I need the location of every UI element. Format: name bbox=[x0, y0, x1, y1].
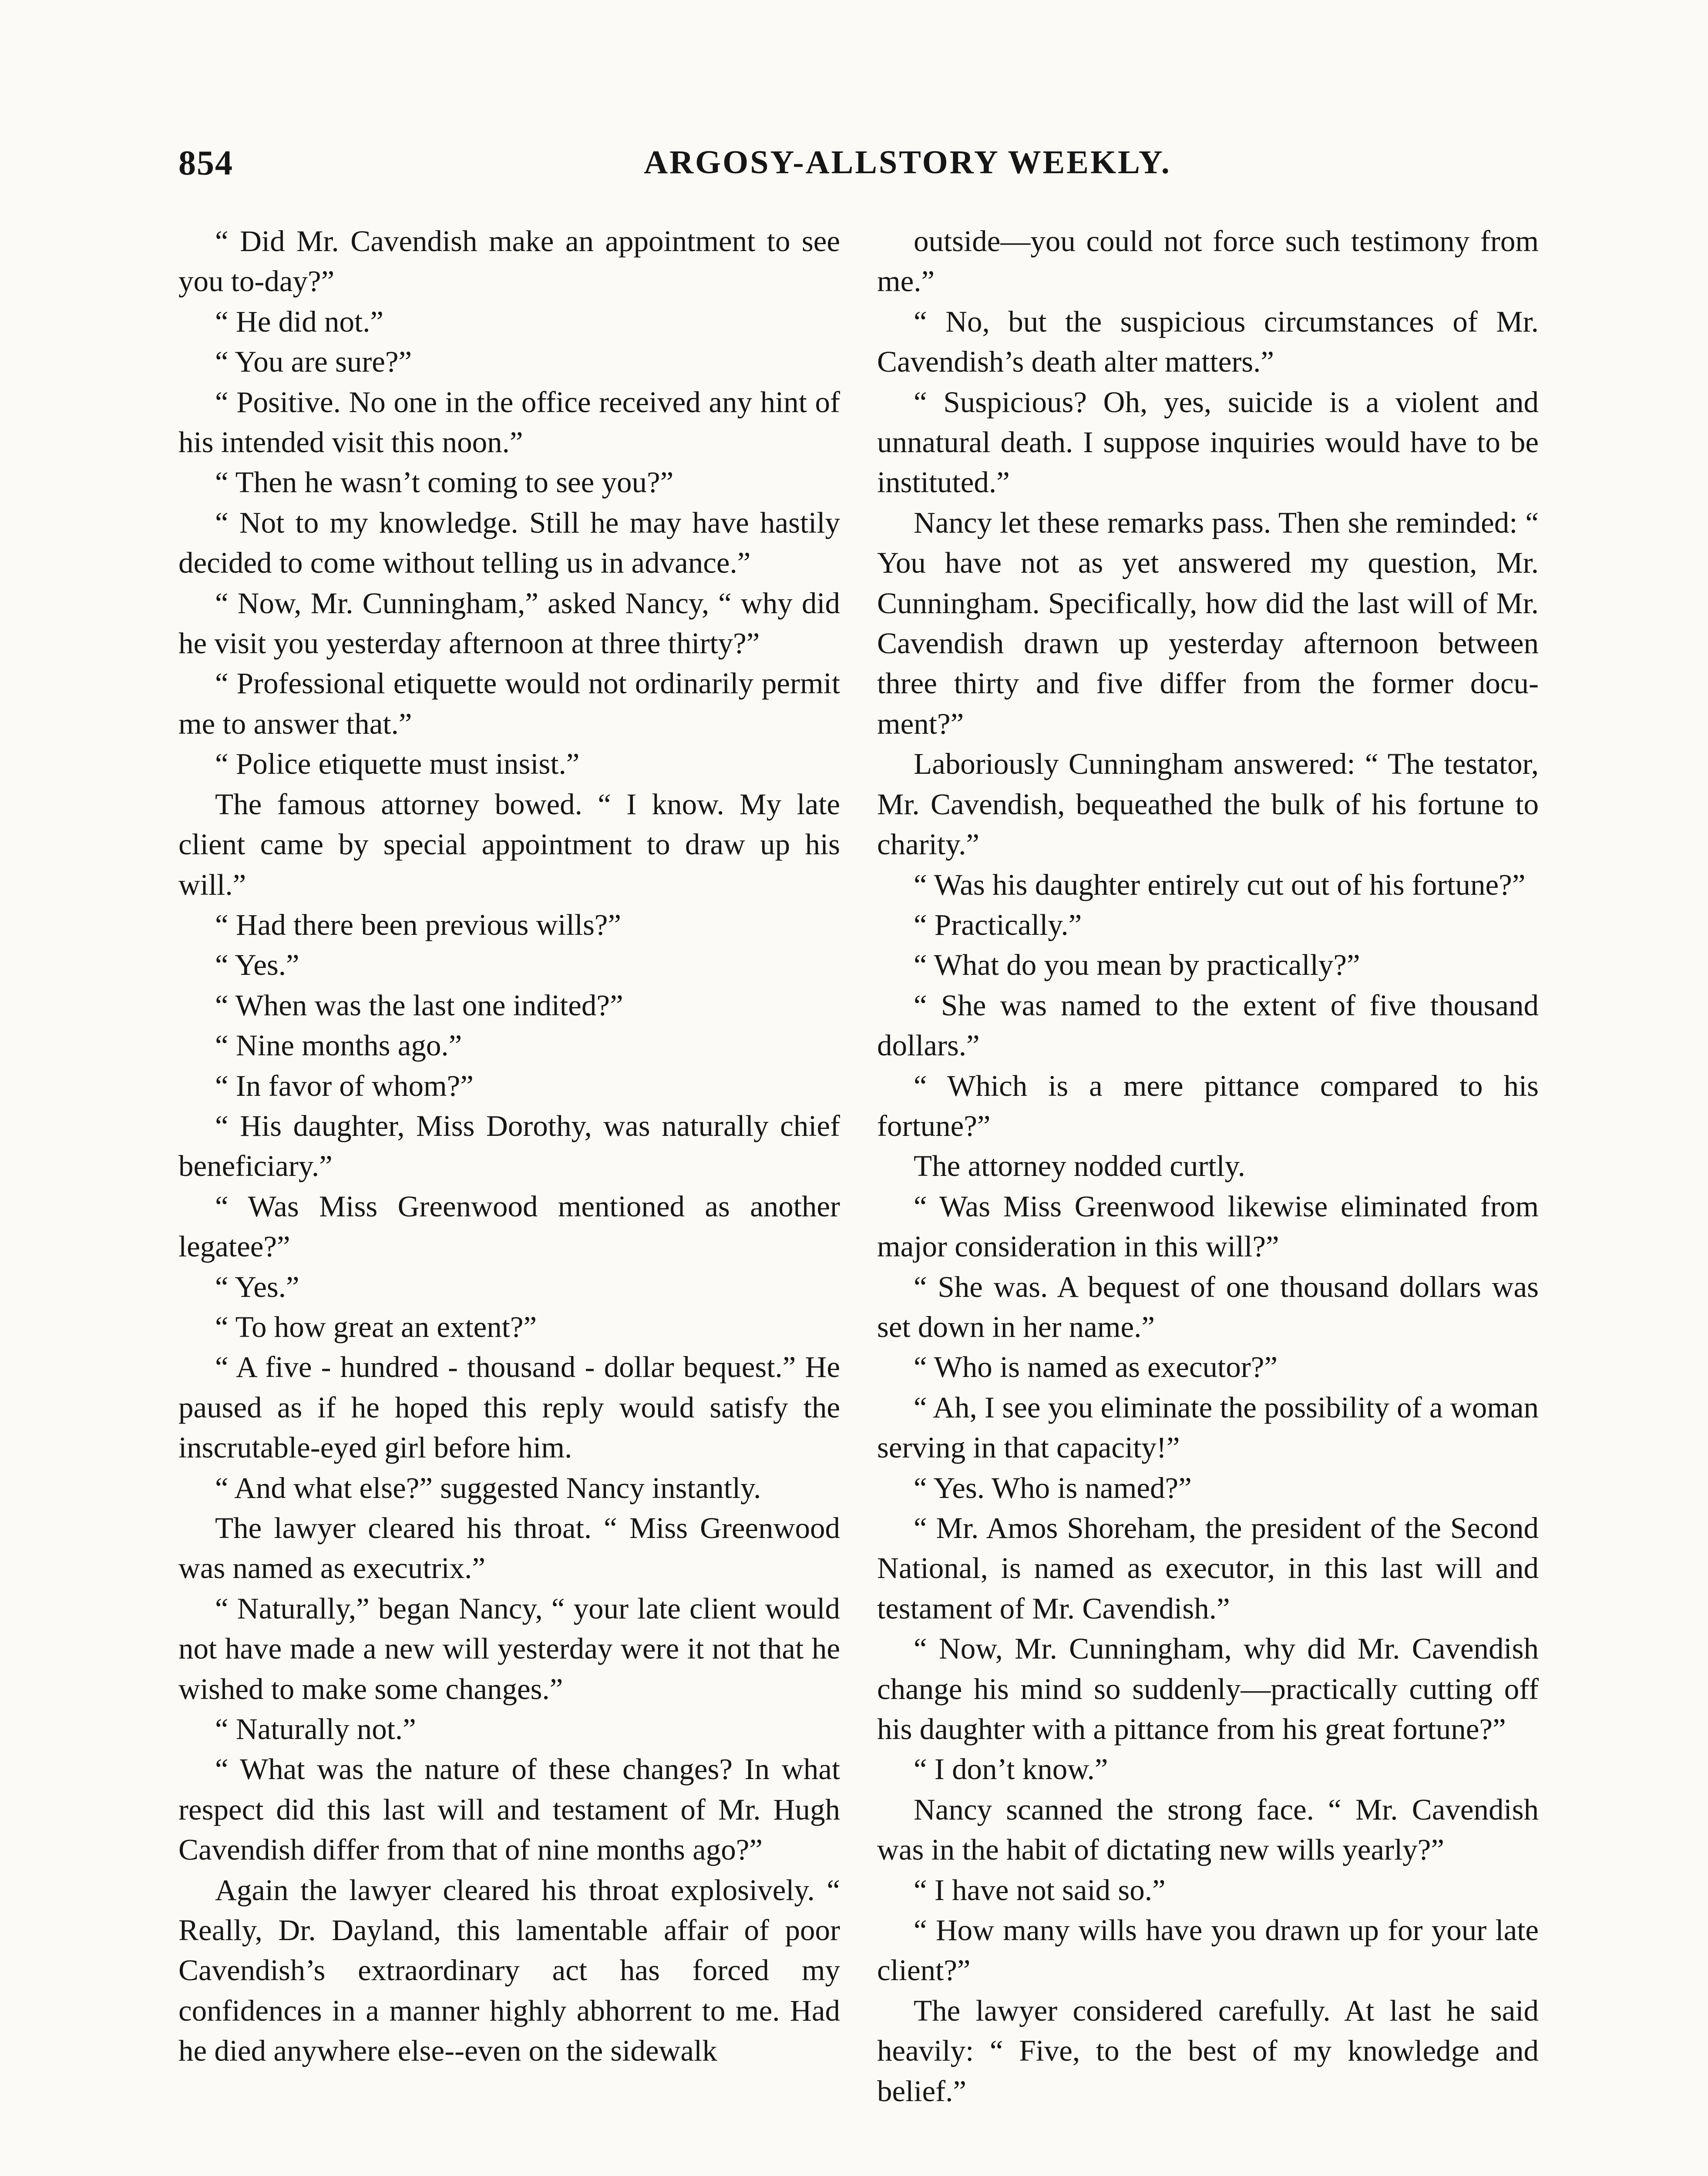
paragraph: “ And what else?” suggested Nancy instantly. bbox=[215, 1471, 761, 1504]
paragraph: “ She was named to the extent of five thousand dollars.” bbox=[877, 988, 1539, 1062]
paragraph: “ He did not.” bbox=[215, 305, 384, 338]
paragraph: “ Professional etiquette would not ordinarily permit me to answer that.” bbox=[178, 667, 840, 740]
paragraph: “ Yes.” bbox=[215, 1270, 299, 1303]
left-column bbox=[178, 221, 840, 2071]
paragraph: “ I don’t know.” bbox=[914, 1753, 1108, 1786]
page-number: 854 bbox=[178, 144, 233, 182]
paragraph: “ Police etiquette must insist.” bbox=[215, 747, 580, 781]
paragraph: Nancy scanned the strong face. “ Mr. Cavendish was in the habit of dictating new wills yearly?” bbox=[877, 1793, 1539, 1867]
paragraph: “ Now, Mr. Cunningham,” asked Nancy, “ why did he visit you yesterday afternoon at three thirty?” bbox=[178, 586, 840, 660]
paragraph: “ Was his daughter entirely cut out of his fortune?” bbox=[914, 868, 1526, 901]
paragraph: “ His daughter, Miss Dorothy, was naturally chief beneficiary.” bbox=[178, 1109, 840, 1183]
paragraph: “ Was Miss Greenwood likewise eliminated from major consideration in this will?” bbox=[877, 1189, 1539, 1263]
right-column bbox=[877, 221, 1539, 2111]
paragraph: “ Did Mr. Cavendish make an appointment to see you to-day?” bbox=[178, 225, 840, 298]
paragraph: outside—you could not force such testimony from me.” bbox=[877, 225, 1539, 298]
paragraph: “ I have not said so.” bbox=[914, 1873, 1166, 1907]
paragraph: “ What do you mean by practically?” bbox=[914, 948, 1360, 982]
paragraph: “ Then he wasn’t coming to see you?” bbox=[215, 466, 674, 499]
paragraph: “ Now, Mr. Cunningham, why did Mr. Cavendish change his mind so suddenly—practically cutting off his daughter with a pittance from his great fortune?” bbox=[877, 1632, 1539, 1746]
paragraph: “ Mr. Amos Shoreham, the president of the Second National, is named as executor, in this last will and testament of Mr. Cavendish.” bbox=[877, 1511, 1539, 1625]
paragraph: “ Which is a mere pittance compared to his fortune?” bbox=[877, 1069, 1539, 1142]
paragraph: Nancy let these remarks pass. Then she reminded: “ You have not as yet answered my question, Mr. Cunningham. Specifically, how did the last will of Mr. Cavendish drawn up yesterday afternoon between three thirty and five differ from the former document?” bbox=[877, 506, 1539, 740]
paragraph: “ Ah, I see you eliminate the possibility of a woman serving in that capacity!” bbox=[877, 1390, 1539, 1464]
paragraph: “ Positive. No one in the office received any hint of his intended visit this noon.” bbox=[178, 385, 840, 459]
paragraph: “ Naturally,” began Nancy, “ your late client would not have made a new will yesterday were it not that he wished to make some changes.” bbox=[178, 1592, 840, 1706]
paragraph: Again the lawyer cleared his throat explosively. “ Really, Dr. Dayland, this lamentable affair of poor Cavendish’s extraordinary act has forced my confidences in a manner highly abhorrent to me. Had he died anywhere else--even on the sidewalk bbox=[178, 1873, 840, 2068]
paragraph: “ Practically.” bbox=[914, 908, 1082, 941]
paragraph: “ When was the last one indited?” bbox=[215, 988, 623, 1022]
paragraph: “ Was Miss Greenwood mentioned as another legatee?” bbox=[178, 1189, 840, 1263]
paragraph: “ In favor of whom?” bbox=[215, 1069, 474, 1102]
paragraph: The lawyer considered carefully. At last he said heavily: “ Five, to the best of my knowledge and belief.” bbox=[877, 1994, 1539, 2108]
paragraph: “ She was. A bequest of one thousand dollars was set down in her name.” bbox=[877, 1270, 1539, 1343]
paragraph: “ Suspicious? Oh, yes, suicide is a violent and unnatural death. I suppose inquiries would have to be instituted.” bbox=[877, 385, 1539, 499]
paragraph: “ To how great an extent?” bbox=[215, 1310, 537, 1343]
paragraph: “ Yes. Who is named?” bbox=[914, 1471, 1192, 1504]
paragraph: “ Had there been previous wills?” bbox=[215, 908, 622, 941]
paragraph: “ No, but the suspicious circumstances of Mr. Cavendish’s death alter matters.” bbox=[877, 305, 1539, 379]
paragraph: “ Yes.” bbox=[215, 948, 299, 982]
paragraph: “ Naturally not.” bbox=[215, 1713, 416, 1746]
paragraph: “ Who is named as executor?” bbox=[914, 1350, 1278, 1384]
paragraph: “ What was the nature of these changes? In what respect did this last will and testament of Mr. Hugh Cavendish differ from that of nine months ago?” bbox=[178, 1753, 840, 1867]
paragraph: “ A five - hundred - thousand - dollar bequest.” He paused as if he hoped this reply would satisfy the inscrutable-eyed girl before him. bbox=[178, 1350, 840, 1464]
paragraph: “ How many wills have you drawn up for your late client?” bbox=[877, 1914, 1539, 1987]
paragraph: The attorney nodded curtly. bbox=[914, 1149, 1245, 1183]
paragraph: “ Nine months ago.” bbox=[215, 1029, 462, 1062]
paragraph: The lawyer cleared his throat. “ Miss Greenwood was named as executrix.” bbox=[178, 1511, 840, 1585]
running-head: ARGOSY-ALLSTORY WEEKLY. bbox=[644, 144, 1171, 181]
paragraph: The famous attorney bowed. “ I know. My late client came by special appointment to draw up his will.” bbox=[178, 787, 840, 901]
paragraph: “ Not to my knowledge. Still he may have hastily decided to come without telling us in advance.” bbox=[178, 506, 840, 580]
paragraph: “ You are sure?” bbox=[215, 345, 412, 379]
paragraph: Laboriously Cunningham answered: “ The testator, Mr. Cavendish, bequeathed the bulk of his fortune to charity.” bbox=[877, 747, 1539, 861]
